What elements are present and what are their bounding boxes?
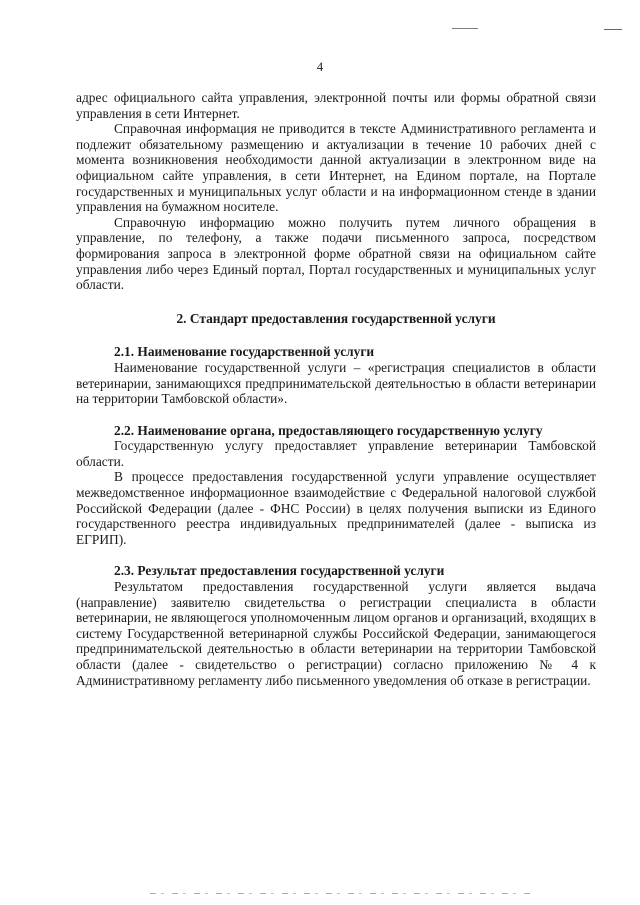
paragraph: Результатом предоставления государственной услуги является выдача (направление) заявителю свидетельства о регистрации специалиста в области ветеринарии, не являющегося уполномоченным лицом органов и организаций, входящих в систему Государственной ветеринарной службы Российской Федерации, занимающегося предпринимательской деятельностью в области ветеринарии на территории Тамбовской области (далее - свидетельство о регистрации) согласно приложению № 4 к Административному регламенту либо письменного уведомления об отказе в регистрации. — [76, 579, 596, 688]
paragraph: Наименование государственной услуги – «регистрация специалистов в области ветеринарии, занимающихся предпринимательской деятельностью в области ветеринарии на территории Тамбовской области». — [76, 359, 596, 407]
subsection-heading: 2.2. Наименование органа, предоставляющего государственную услугу — [114, 422, 543, 438]
document-body — [76, 90, 596, 688]
section-heading: 2. Стандарт предоставления государственной услуги — [176, 310, 496, 326]
scan-artifact — [604, 29, 622, 30]
scan-artifact — [150, 893, 530, 894]
subsection-heading: 2.1. Наименование государственной услуги — [114, 344, 375, 360]
paragraph: Государственную услугу предоставляет управление ветеринарии Тамбовской области. — [76, 438, 596, 469]
page-number: 4 — [316, 60, 324, 74]
scan-artifact — [452, 28, 478, 29]
paragraph: Справочная информация не приводится в тексте Административного регламента и подлежит обязательному размещению и актуализации в течение 10 рабочих дней с момента возникновения необходимости данной актуализации в электронном виде на официальном сайте управления, в сети Интернет, на Едином портале, на Портале государственных и муниципальных услуг области и на информационном стенде в здании управления на бумажном носителе. — [76, 121, 596, 215]
subsection-heading: 2.3. Результат предоставления государственной услуги — [114, 563, 445, 579]
paragraph: адрес официального сайта управления, электронной почты или формы обратной связи управления в сети Интернет. — [76, 90, 596, 121]
paragraph: Справочную информацию можно получить путем личного обращения в управление, по телефону, а также подачи письменного запроса, посредством формирования запроса в электронной форме обратной связи на официальном сайте управления либо через Единый портал, Портал государственных и муниципальных услуг области. — [76, 214, 596, 293]
paragraph: В процессе предоставления государственной услуги управление осуществляет межведомственное информационное взаимодействие с Федеральной налоговой службой Российской Федерации (далее - ФНС России) в целях получения выписки из Единого государственного реестра индивидуальных предпринимателей (далее - выписка из ЕГРИП). — [76, 469, 596, 547]
